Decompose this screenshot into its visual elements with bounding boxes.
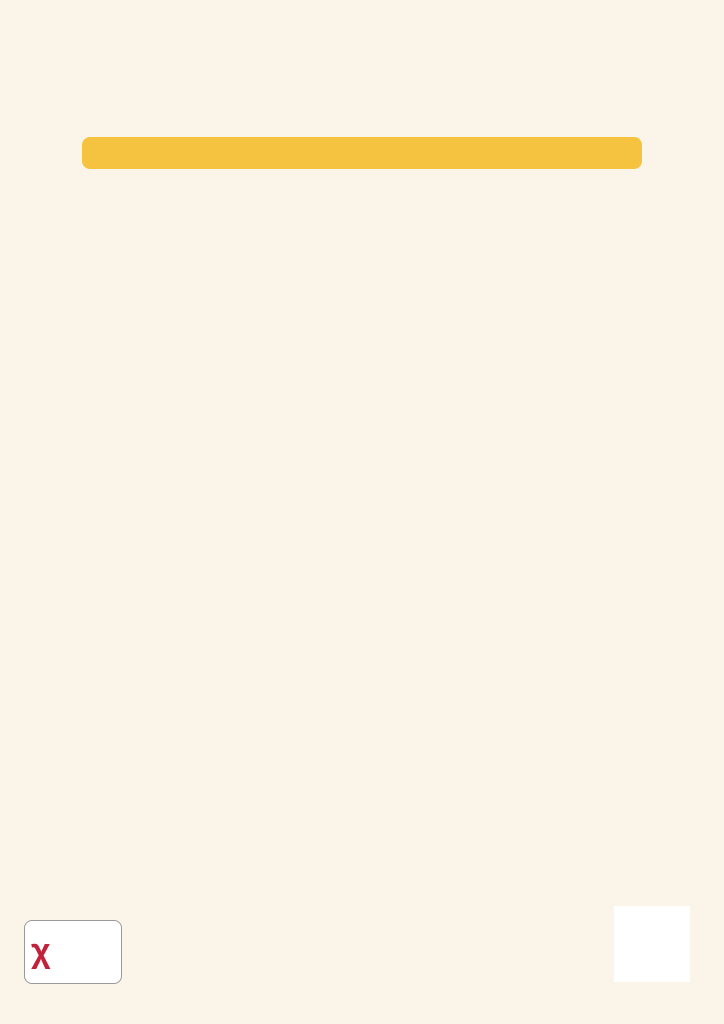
subtitle-banner [82, 137, 642, 169]
cesvop-mark-icon: χ [31, 932, 51, 970]
cesvop-logo-icon [24, 920, 122, 984]
program-list [20, 524, 704, 546]
qr-code-icon[interactable] [614, 906, 690, 982]
volunteers-group-photo [30, 160, 694, 375]
